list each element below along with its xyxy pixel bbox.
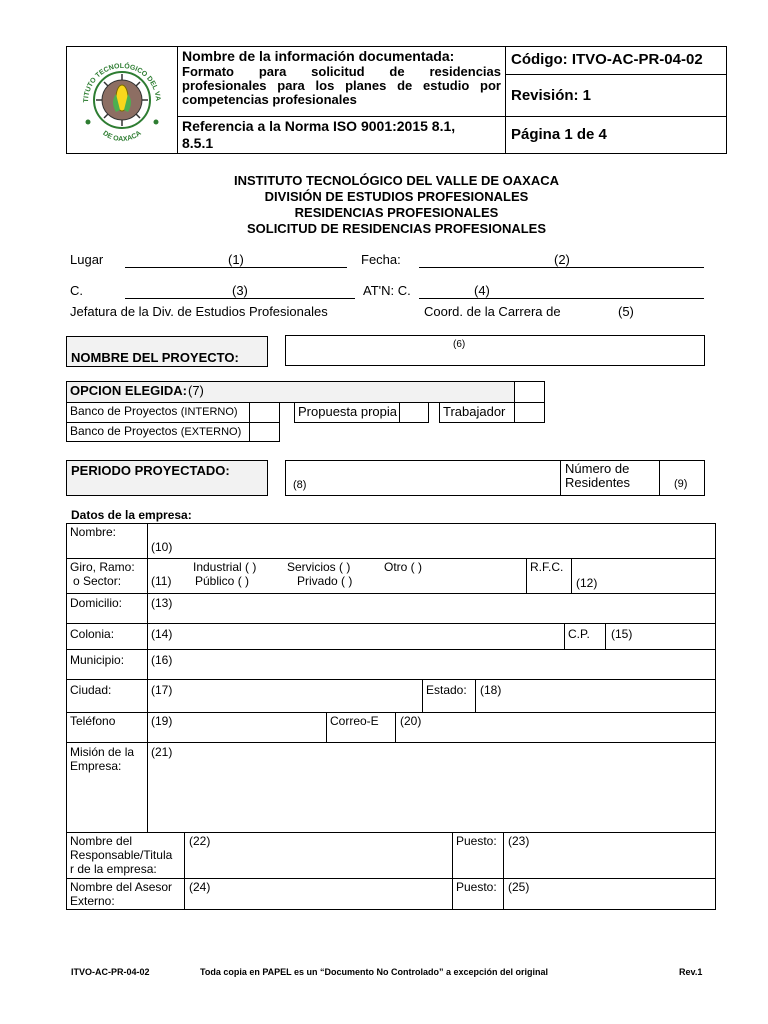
- ciudad-field[interactable]: (17): [151, 683, 173, 697]
- giro-label: Giro, Ramo: o Sector:: [70, 560, 135, 588]
- title-institute: INSTITUTO TECNOLÓGICO DEL VALLE DE OAXACA: [233, 173, 559, 188]
- opcion-number: (7): [188, 383, 204, 398]
- puesto-asesor-label: Puesto:: [456, 880, 497, 894]
- telefono-label: Teléfono: [70, 714, 116, 728]
- logo-text-bottom: DE OAXACA: [101, 129, 143, 144]
- propuesta-label: Propuesta propia: [298, 404, 398, 419]
- checkbox-propuesta[interactable]: [399, 402, 429, 423]
- periodo-input[interactable]: [285, 460, 561, 496]
- fecha-line[interactable]: [419, 267, 704, 268]
- coord-number: (5): [618, 304, 634, 319]
- c-label: C.: [70, 283, 83, 298]
- giro-industrial[interactable]: Industrial ( ): [193, 560, 257, 574]
- atn-label: AT'N: C.: [363, 283, 411, 298]
- periodo-label: PERIODO PROYECTADO:: [71, 463, 230, 478]
- opcion-label: OPCION ELEGIDA:: [70, 383, 188, 398]
- colonia-label: Colonia:: [70, 627, 115, 641]
- residentes-input[interactable]: [659, 460, 705, 496]
- doc-name-value: Formato para solicitud de residencias profesionales para los planes de estudio por competencias profesionales: [182, 64, 501, 107]
- domicilio-field[interactable]: (13): [151, 596, 173, 610]
- correo-field[interactable]: (20): [400, 714, 422, 728]
- trabajador-label: Trabajador: [443, 404, 506, 419]
- norm-reference: Referencia a la Norma ISO 9001:2015 8.1, 8.5.1: [182, 118, 456, 151]
- asesor-field[interactable]: (24): [189, 880, 211, 894]
- cp-label: C.P.: [568, 627, 590, 641]
- logo-text-top: TITUTO TECNOLÓGICO DEL VA: [82, 63, 162, 103]
- giro-servicios[interactable]: Servicios ( ): [287, 560, 351, 574]
- residentes-label-box: [560, 460, 660, 496]
- puesto-responsable-field[interactable]: (23): [508, 834, 530, 848]
- puesto-responsable-label: Puesto:: [456, 834, 497, 848]
- cp-field[interactable]: (15): [611, 627, 633, 641]
- asesor-label: Nombre del Asesor Externo:: [70, 880, 173, 908]
- periodo-number: (8): [293, 479, 307, 491]
- telefono-field[interactable]: (19): [151, 714, 173, 728]
- empresa-section-title: Datos de la empresa:: [71, 508, 192, 522]
- mision-label: Misión de la Empresa:: [70, 745, 135, 773]
- fecha-number: (2): [554, 252, 570, 267]
- fecha-label: Fecha:: [361, 252, 401, 267]
- ciudad-label: Ciudad:: [70, 683, 112, 697]
- footer-code: ITVO-AC-PR-04-02: [71, 967, 150, 977]
- residentes-number: (9): [674, 478, 688, 490]
- title-solicitud: SOLICITUD DE RESIDENCIAS PROFESIONALES: [246, 221, 547, 236]
- rfc-field[interactable]: (12): [576, 576, 598, 590]
- estado-field[interactable]: (18): [480, 683, 502, 697]
- responsable-field[interactable]: (22): [189, 834, 211, 848]
- rfc-label: R.F.C.: [530, 560, 564, 574]
- lugar-label: Lugar: [70, 252, 104, 267]
- proyecto-number: (6): [453, 339, 466, 350]
- empresa-nombre-field[interactable]: (10): [151, 540, 173, 554]
- footer-notice: Toda copia en PAPEL es un “Documento No Controlado” a excepción del original: [200, 967, 549, 977]
- checkbox-banco-interno[interactable]: [249, 402, 280, 423]
- proyecto-input[interactable]: [285, 335, 705, 366]
- estado-label: Estado:: [426, 683, 467, 697]
- responsable-label: Nombre del Responsable/Titula r de la empresa:: [70, 834, 173, 876]
- c-number: (3): [232, 283, 248, 298]
- doc-code: Código: ITVO-AC-PR-04-02: [511, 51, 703, 68]
- mision-field[interactable]: (21): [151, 745, 173, 759]
- jefatura-label: Jefatura de la Div. de Estudios Profesionales: [70, 304, 328, 319]
- c-line[interactable]: [125, 298, 355, 299]
- proyecto-label-box: [66, 336, 268, 367]
- giro-otro[interactable]: Otro ( ): [384, 560, 422, 574]
- checkbox-trabajador[interactable]: [514, 402, 545, 423]
- atn-line[interactable]: [419, 298, 704, 299]
- colonia-field[interactable]: (14): [151, 627, 173, 641]
- banco-interno-label: Banco de Proyectos (INTERNO): [70, 404, 238, 418]
- banco-externo-label: Banco de Proyectos (EXTERNO): [70, 424, 242, 438]
- giro-number: (11): [151, 574, 172, 588]
- residentes-label: Número de Residentes: [565, 461, 631, 490]
- lugar-line[interactable]: [125, 267, 347, 268]
- checkbox-banco-externo[interactable]: [249, 422, 280, 442]
- doc-name-label: Nombre de la información documentada:: [182, 48, 455, 64]
- coord-label: Coord. de la Carrera de: [424, 304, 561, 319]
- domicilio-label: Domicilio:: [70, 596, 123, 610]
- puesto-asesor-field[interactable]: (25): [508, 880, 530, 894]
- title-block: [0, 173, 768, 237]
- proyecto-label: NOMBRE DEL PROYECTO:: [71, 350, 239, 365]
- doc-revision: Revisión: 1: [511, 87, 592, 104]
- institute-logo: [74, 50, 170, 148]
- title-division: DIVISIÓN DE ESTUDIOS PROFESIONALES: [264, 189, 529, 204]
- atn-number: (4): [474, 283, 490, 298]
- municipio-label: Municipio:: [70, 653, 125, 667]
- giro-publico[interactable]: Público ( ): [195, 574, 250, 588]
- doc-name-cell: [182, 48, 501, 107]
- empresa-nombre-label: Nombre:: [70, 525, 117, 539]
- doc-page: Página 1 de 4: [511, 126, 607, 143]
- municipio-field[interactable]: (16): [151, 653, 173, 667]
- correo-label: Correo-E: [330, 714, 379, 728]
- title-residencias: RESIDENCIAS PROFESIONALES: [294, 205, 499, 220]
- lugar-number: (1): [228, 252, 244, 267]
- periodo-label-box: [66, 460, 268, 496]
- footer-rev: Rev.1: [679, 967, 703, 977]
- giro-privado[interactable]: Privado ( ): [297, 574, 353, 588]
